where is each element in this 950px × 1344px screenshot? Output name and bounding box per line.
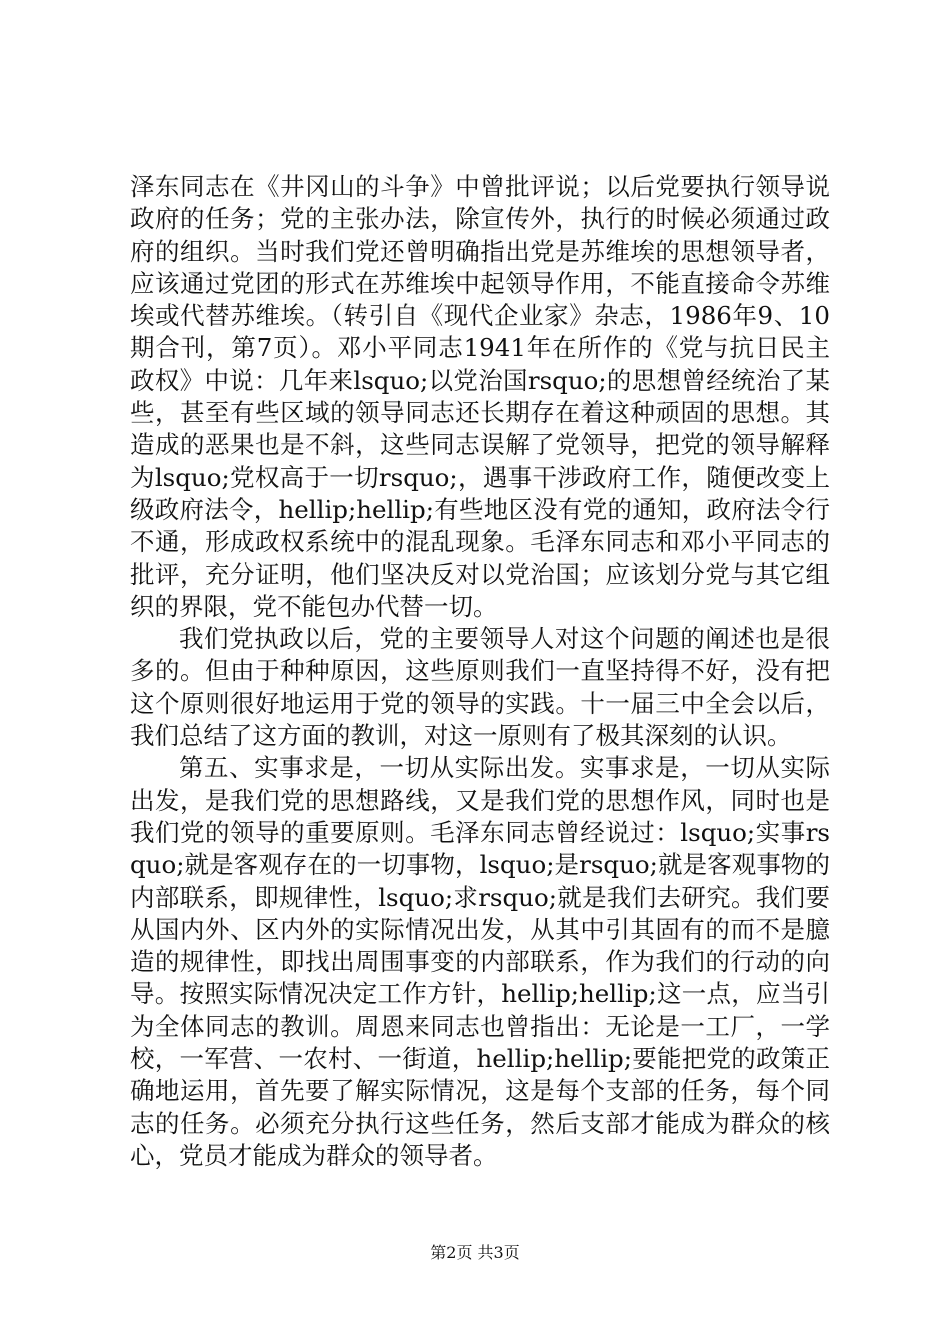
document-body <box>130 171 830 1172</box>
paragraph-continuation: 泽东同志在《井冈山的斗争》中曾批评说；以后党要执行领导说政府的任务；党的主张办法，除宣传外，执行的时候必须通过政府的组织。当时我们党还曾明确指出党是苏维埃的思想领导者，应该通过党团的形式在苏维埃中起领导作用，不能直接命令苏维埃或代替苏维埃。（转引自《现代企业家》杂志，1986年9、10期合刊，第7页）。邓小平同志1941年在所作的《党与抗日民主政权》中说：几年来lsquo;以党治国rsquo;的思想曾经统治了某些，甚至有些区域的领导同志还长期存在着这种顽固的思想。其造成的恶果也是不斜，这些同志误解了党领导，把党的领导解释为lsquo;党权高于一切rsquo;，遇事干涉政府工作，随便改变上级政府法令，hellip;hellip;有些地区没有党的通知，政府法令行不通，形成政权系统中的混乱现象。毛泽东同志和邓小平同志的批评，充分证明，他们坚决反对以党治国；应该划分党与其它组织的界限，党不能包办代替一切。 <box>130 172 830 621</box>
page-footer: 第2页 共3页 <box>430 1243 520 1262</box>
paragraph-party-governance: 我们党执政以后，党的主要领导人对这个问题的阐述也是很多的。但由于种种原因，这些原则我们一直坚持得不好，没有把这个原则很好地运用于党的领导的实践。十一届三中全会以后，我们总结了这方面的教训，对这一原则有了极其深刻的认识。 <box>130 624 830 751</box>
paragraph-seek-truth-from-facts: 第五、实事求是，一切从实际出发。实事求是，一切从实际出发，是我们党的思想路线，又是我们党的思想作风，同时也是我们党的领导的重要原则。毛泽东同志曾经说过：lsquo;实事rsquo;就是客观存在的一切事物，lsquo;是rsquo;就是客观事物的内部联系，即规律性，lsquo;求rsquo;就是我们去研究。我们要从国内外、区内外的实际情况出发，从其中引其固有的而不是臆造的规律性，即找出周围事变的内部联系，作为我们的行动的向导。按照实际情况决定工作方针，hellip;hellip;这一点，应当引为全体同志的教训。周恩来同志也曾指出：无论是一工厂，一学校，一军营、一农村、一街道，hellip;hellip;要能把党的政策正确地运用，首先要了解实际情况，这是每个支部的任务，每个同志的任务。必须充分执行这些任务，然后支部才能成为群众的核心，党员才能成为群众的领导者。 <box>130 753 830 1170</box>
